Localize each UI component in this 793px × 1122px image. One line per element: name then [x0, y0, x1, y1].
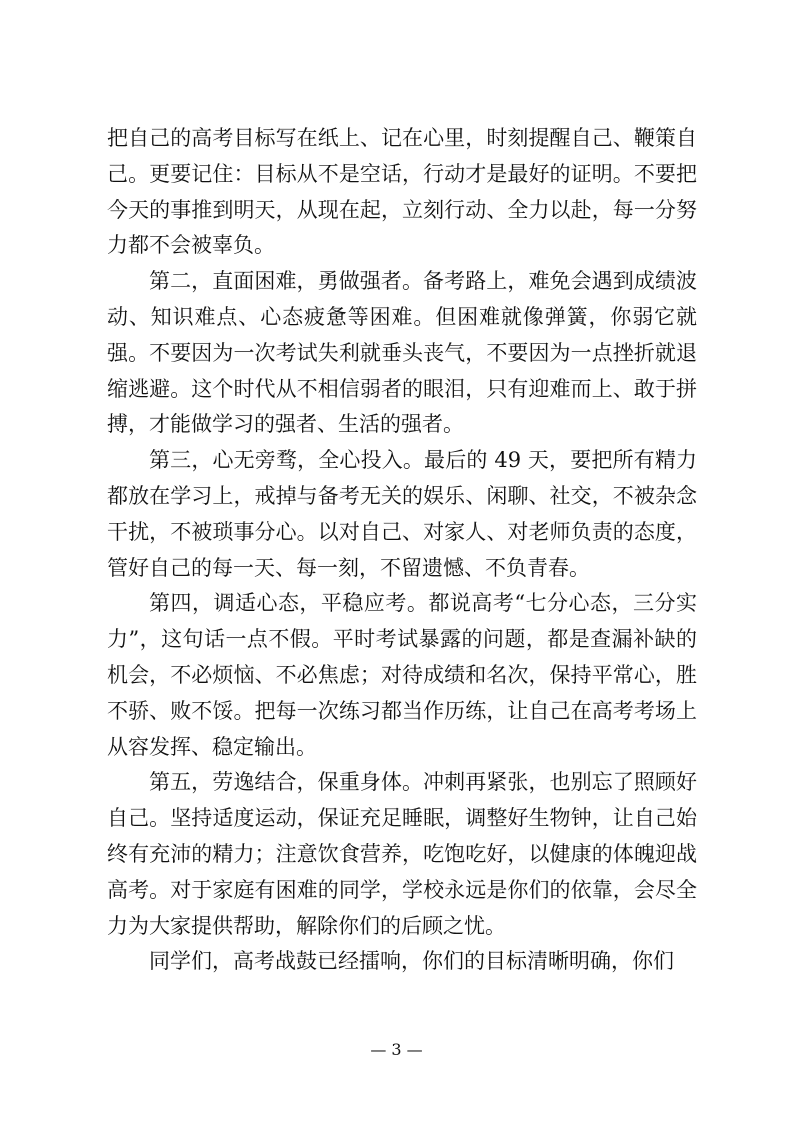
page-number: — 3 —	[370, 1040, 423, 1059]
paragraph-closing-start: 同学们，高考战鼓已经擂响，你们的目标清晰明确，你们	[149, 949, 674, 974]
paragraph-goal-continued: 把自己的高考目标写在纸上、记在心里，时刻提醒自己、鞭策自己。更要记住：目标从不是空话，行动才是最好的证明。不要把今天的事推到明天，从现在起，立刻行动、全力以赴，每一分努力都不会被辜负。	[107, 126, 697, 258]
body-text	[107, 121, 697, 980]
paragraph-point-three: 第三，心无旁骛，全心投入。最后的 49 天，要把所有精力都放在学习上，戒掉与备考无关的娱乐、闲聊、社交，不被杂念干扰，不被琐事分心。以对自己、对家人、对老师负责的态度，管好自己的每一天、每一刻，不留遗憾、不负青春。	[107, 448, 697, 580]
paragraph-point-four: 第四，调适心态，平稳应考。都说高考“七分心态，三分实力”，这句话一点不假。平时考试暴露的问题，都是查漏补缺的机会，不必烦恼、不必焦虑；对待成绩和名次，保持平常心，胜不骄、败不馁。把每一次练习都当作历练，让自己在高考考场上从容发挥、稳定输出。	[107, 591, 697, 759]
paragraph-point-two: 第二，直面困难，勇做强者。备考路上，难免会遇到成绩波动、知识难点、心态疲惫等困难。但困难就像弹簧，你弱它就强。不要因为一次考试失利就垂头丧气，不要因为一点挫折就退缩逃避。这个时代从不相信弱者的眼泪，只有迎难而上、敢于拼搏，才能做学习的强者、生活的强者。	[107, 269, 697, 437]
paragraph-point-five: 第五，劳逸结合，保重身体。冲刺再紧张，也别忘了照顾好自己。坚持适度运动，保证充足睡眠，调整好生物钟，让自己始终有充沛的精力；注意饮食营养，吃饱吃好，以健康的体魄迎战高考。对于家庭有困难的同学，学校永远是你们的依靠，会尽全力为大家提供帮助，解除你们的后顾之忧。	[107, 770, 697, 938]
